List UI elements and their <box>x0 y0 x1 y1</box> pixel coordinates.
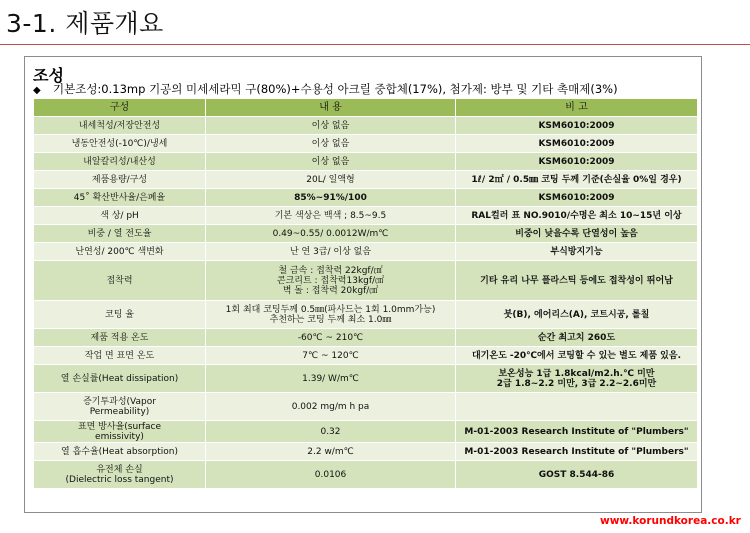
content-cell-line: 1회 최대 코팅두께 0.5㎜(파사드는 1회 1.0mm가능) <box>225 304 436 315</box>
item-cell <box>34 301 206 329</box>
note-cell-line: 부식방지기능 <box>550 246 603 257</box>
table-row <box>34 443 698 461</box>
note-cell <box>456 301 698 329</box>
content-cell-line: 2.2 w/m℃ <box>307 446 354 457</box>
item-cell-line: 열 손실률(Heat dissipation) <box>60 373 179 384</box>
content-cell <box>206 153 456 171</box>
section-heading: 조성 <box>33 66 64 85</box>
content-cell <box>206 225 456 243</box>
content-cell <box>206 329 456 347</box>
item-cell-line: (Dielectric loss tangent) <box>65 474 174 485</box>
item-cell-line: emissivity) <box>95 431 144 442</box>
content-cell-line: -60℃ ~ 210℃ <box>297 332 364 343</box>
note-cell-line: 기타 유리 나무 플라스틱 등에도 접착성이 뛰어남 <box>480 275 673 286</box>
table-row <box>34 329 698 347</box>
item-cell-line: 내세척성/저장안전성 <box>78 120 161 131</box>
note-cell <box>456 171 698 189</box>
table-row <box>34 301 698 329</box>
note-cell <box>456 461 698 489</box>
content-cell-line: 0.32 <box>320 426 341 437</box>
item-cell-line: 접착력 <box>106 275 133 286</box>
content-cell-line: 85%~91%/100 <box>294 192 367 203</box>
note-cell-line: 보온성능 1급 1.8kcal/m2.h.℃ 미만 <box>498 368 655 379</box>
table-row <box>34 393 698 421</box>
note-cell-line: M-01-2003 Research Institute of "Plumbers" <box>464 426 689 437</box>
table-row <box>34 207 698 225</box>
note-cell <box>456 347 698 365</box>
note-cell-line: KSM6010:2009 <box>538 156 615 167</box>
note-cell <box>456 225 698 243</box>
table-row <box>34 243 698 261</box>
item-cell <box>34 443 206 461</box>
content-cell-line: 이상 없음 <box>311 138 350 149</box>
note-cell <box>456 117 698 135</box>
table-row <box>34 135 698 153</box>
item-cell <box>34 261 206 301</box>
table-row <box>34 261 698 301</box>
content-cell <box>206 207 456 225</box>
page-title: 3-1. 제품개요 <box>6 9 164 38</box>
item-cell <box>34 329 206 347</box>
content-cell-line: 난 연 3급/ 이상 없음 <box>289 246 372 257</box>
content-cell <box>206 243 456 261</box>
note-cell <box>456 365 698 393</box>
note-cell <box>456 261 698 301</box>
item-cell-line: 45˚ 확산반사율/은폐율 <box>73 192 166 203</box>
note-cell-line: KSM6010:2009 <box>538 138 615 149</box>
table-row <box>34 421 698 443</box>
content-cell <box>206 443 456 461</box>
item-cell-line: 색 상/ pH <box>100 210 139 221</box>
note-cell <box>456 207 698 225</box>
note-cell-line: 1ℓ/ 2㎡ / 0.5㎜ 코팅 두께 기준(손실율 0%일 경우) <box>471 174 682 185</box>
item-cell <box>34 365 206 393</box>
content-cell <box>206 461 456 489</box>
header-note: 비 고 <box>456 99 698 117</box>
item-cell-line: 제품 적용 온도 <box>90 332 149 343</box>
title-divider <box>0 44 750 45</box>
content-cell-line: 콘크리트 : 접착력13kgf/㎠ <box>276 275 385 286</box>
item-cell-line: 표면 방사율(surface <box>77 421 162 432</box>
item-cell-line: 내알칼리성/내산성 <box>83 156 156 167</box>
item-cell <box>34 421 206 443</box>
table-row <box>34 461 698 489</box>
table-row <box>34 347 698 365</box>
content-cell <box>206 421 456 443</box>
content-cell <box>206 189 456 207</box>
table-row <box>34 153 698 171</box>
table-row <box>34 365 698 393</box>
item-cell-line: Permeability) <box>89 406 150 417</box>
spec-table <box>33 98 698 489</box>
item-cell <box>34 189 206 207</box>
note-cell <box>456 393 698 421</box>
content-cell-line: 추천하는 코팅 두께 최소 1.0㎜ <box>269 314 392 325</box>
item-cell-line: 제품용량/구성 <box>91 174 148 185</box>
content-cell <box>206 365 456 393</box>
item-cell <box>34 153 206 171</box>
content-cell-line: 기본 색상은 백색 ; 8.5~9.5 <box>274 210 387 221</box>
item-cell-line: 유전체 손실 <box>96 464 143 475</box>
item-cell <box>34 225 206 243</box>
content-cell <box>206 393 456 421</box>
item-cell <box>34 347 206 365</box>
composition-text: 기본조성:0.13mp 기공의 미세세라믹 구(80%)+수용성 아크릴 중합체(17%), 첨가제: 방부 및 기타 촉매제(3%) <box>53 82 618 96</box>
content-cell-line: 0.002 mg/m h pa <box>291 401 370 412</box>
note-cell-line: 대기온도 -20℃에서 코팅할 수 있는 별도 제품 있음. <box>471 350 681 361</box>
note-cell-line: KSM6010:2009 <box>538 120 615 131</box>
item-cell-line: 비중 / 열 전도율 <box>87 228 152 239</box>
content-cell-line: 0.0106 <box>314 469 347 480</box>
note-cell-line: 2급 1.8~2.2 미만, 3급 2.2~2.6미만 <box>496 378 657 389</box>
item-cell <box>34 207 206 225</box>
table-row <box>34 171 698 189</box>
table-row <box>34 225 698 243</box>
content-cell-line: 벽 돌 : 접착력 20kgf/㎠ <box>282 285 379 296</box>
note-cell-line: KSM6010:2009 <box>538 192 615 203</box>
content-cell <box>206 261 456 301</box>
header-item: 구성 <box>34 99 206 117</box>
item-cell <box>34 393 206 421</box>
item-cell <box>34 243 206 261</box>
note-cell <box>456 421 698 443</box>
note-cell <box>456 329 698 347</box>
table-row <box>34 117 698 135</box>
diamond-bullet-icon: ◆ <box>33 85 41 96</box>
header-content: 내 용 <box>206 99 456 117</box>
website-url: www.korundkorea.co.kr <box>600 515 741 527</box>
item-cell-line: 냉동안전성(-10℃)/냉세 <box>71 138 168 149</box>
note-cell <box>456 153 698 171</box>
note-cell-line: 비중이 낮을수록 단열성이 높음 <box>515 228 638 239</box>
composition-line <box>33 81 618 97</box>
content-cell-line: 0.49~0.55/ 0.0012W/m℃ <box>272 228 389 239</box>
content-cell-line: 이상 없음 <box>311 156 350 167</box>
content-cell-line: 20L/ 일액형 <box>306 174 355 185</box>
note-cell <box>456 443 698 461</box>
item-cell <box>34 171 206 189</box>
content-cell <box>206 301 456 329</box>
note-cell <box>456 135 698 153</box>
content-cell <box>206 347 456 365</box>
note-cell-line: 붓(B), 에어리스(A), 코트시공, 롤칠 <box>503 309 650 320</box>
note-cell-line: 순간 최고치 260도 <box>537 332 616 343</box>
content-cell-line: 철 금속 : 접착력 22kgf/㎠ <box>278 265 383 276</box>
note-cell <box>456 243 698 261</box>
content-cell-line: 7℃ ~ 120℃ <box>302 350 359 361</box>
item-cell-line: 코팅 율 <box>105 309 134 320</box>
content-cell <box>206 135 456 153</box>
content-cell <box>206 171 456 189</box>
table-header-row <box>34 99 698 117</box>
note-cell-line: GOST 8.544-86 <box>538 469 615 480</box>
item-cell <box>34 461 206 489</box>
item-cell-line: 난연성/ 200℃ 색변화 <box>75 246 164 257</box>
content-cell-line: 1.39/ W/m℃ <box>302 373 359 384</box>
item-cell-line: 작업 면 표면 온도 <box>84 350 155 361</box>
item-cell <box>34 135 206 153</box>
content-cell-line: 이상 없음 <box>311 120 350 131</box>
item-cell-line: 열 흡수율(Heat absorption) <box>61 446 178 457</box>
item-cell-line: 증기투과성(Vapor <box>83 396 156 407</box>
note-cell-line: M-01-2003 Research Institute of "Plumbers" <box>464 446 689 457</box>
content-panel <box>24 56 702 513</box>
table-row <box>34 189 698 207</box>
note-cell-line: RAL컬러 표 NO.9010/수명은 최소 10~15년 이상 <box>471 210 682 221</box>
item-cell <box>34 117 206 135</box>
note-cell <box>456 189 698 207</box>
content-cell <box>206 117 456 135</box>
